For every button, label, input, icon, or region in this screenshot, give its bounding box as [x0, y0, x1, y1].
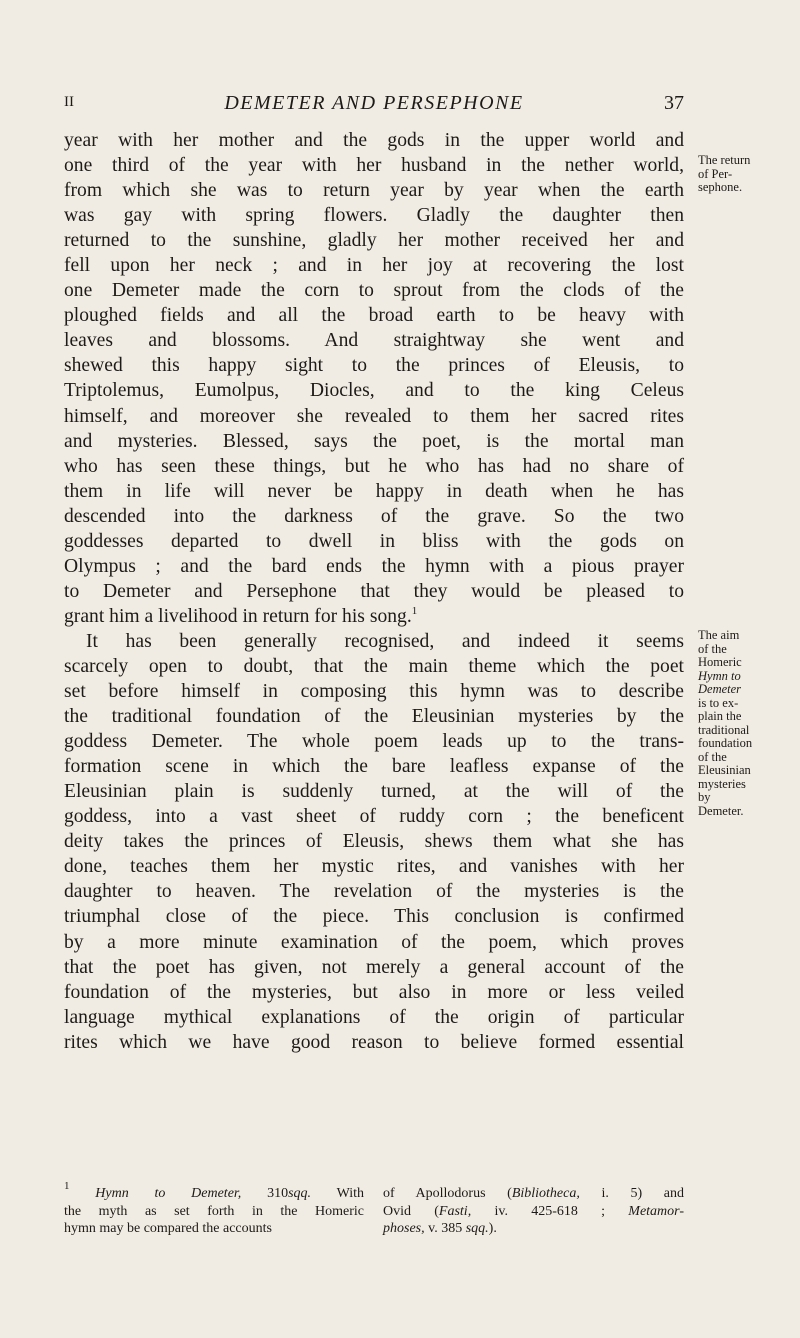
footnote-line: hymn may be compared the accounts	[64, 1221, 272, 1236]
text-line	[64, 604, 684, 629]
sidenote-line: The aim	[698, 628, 740, 642]
running-header	[64, 92, 684, 122]
text-line	[64, 704, 684, 729]
text-line	[64, 654, 684, 679]
footnote-text: i. 5) and	[601, 1186, 684, 1201]
footnote-text: v. 385	[428, 1221, 463, 1236]
text-line-content: them in life will never be happy in death when he has	[64, 480, 684, 502]
text-line	[64, 128, 684, 153]
text-line-content: formation scene in which the bare leafless expanse of the	[64, 756, 684, 778]
text-line	[64, 328, 684, 353]
text-line	[64, 404, 684, 429]
text-line	[64, 554, 684, 579]
text-line	[64, 178, 684, 203]
footnote-column-left	[64, 1180, 365, 1238]
sidenote-line: Homeric	[698, 655, 742, 669]
text-line-content: ploughed fields and all the broad earth to be heavy with	[64, 305, 684, 327]
sidenote-return-of-persephone	[698, 154, 798, 195]
sidenote-line: Demeter	[698, 682, 742, 696]
sidenote-aim-of-hymn	[698, 629, 798, 818]
text-line-content: foundation of the mysteries, but also in more or less veiled	[64, 981, 684, 1003]
sidenote-line: Hymn to	[698, 668, 741, 683]
text-line	[64, 754, 684, 779]
footnote-sqq: sqq.	[288, 1186, 312, 1201]
text-line-content: It has been generally recognised, and indeed it seems	[86, 630, 684, 652]
chapter-number: II	[64, 94, 74, 110]
footnote-ref: 310	[267, 1186, 289, 1201]
sidenote-line: of Per-	[698, 166, 733, 181]
text-line-content: goddess, into a vast sheet of ruddy corn ; the beneficent	[64, 806, 684, 828]
text-line-content: from which she was to return year by year when the earth	[64, 180, 684, 202]
main-text	[64, 128, 684, 1055]
text-line-content: scarcely open to doubt, that the main theme which the poet	[64, 655, 684, 677]
text-line	[64, 454, 684, 479]
text-line	[64, 378, 684, 403]
text-line	[64, 429, 684, 454]
text-line-content: triumphal close of the piece. This conclusion is confirmed	[64, 906, 684, 928]
sidenote-line: sephone.	[698, 180, 743, 194]
footnote-title: Hymn to Demeter,	[95, 1186, 242, 1201]
text-line-content: deity takes the princes of Eleusis, shews them what she has	[64, 831, 684, 853]
text-line-content: goddesses departed to dwell in bliss with the gods on	[64, 530, 684, 552]
footnote-reference: 1	[411, 604, 418, 617]
text-line	[64, 353, 684, 378]
text-line-content: one third of the year with her husband in the nether world,	[64, 155, 684, 177]
sidenote-line: mysteries	[698, 776, 746, 791]
text-line-content: rites which we have good reason to believe formed essential	[64, 1031, 684, 1053]
sidenote-line: traditional	[698, 722, 750, 737]
text-line	[64, 278, 684, 303]
text-line	[64, 804, 684, 829]
text-line-content: year with her mother and the gods in the upper world and	[64, 130, 684, 151]
text-line-content: that the poet has given, not merely a general account of the	[64, 956, 684, 978]
footnote-marker: 1	[64, 1180, 70, 1192]
sidenote-line: The return	[698, 153, 751, 167]
footnote-text: ).	[488, 1221, 497, 1236]
text-line-content: returned to the sunshine, gladly her mother received her and	[64, 230, 684, 252]
text-line	[64, 303, 684, 328]
text-line-content: fell upon her neck ; and in her joy at recovering the lost	[64, 255, 684, 277]
text-line-content: shewed this happy sight to the princes of Eleusis, to	[64, 355, 684, 377]
text-line	[64, 879, 684, 904]
footnote-text: iv. 425-618 ;	[494, 1203, 606, 1219]
text-line-content: descended into the darkness of the grave. So the two	[64, 505, 684, 527]
footnote-sqq: sqq.	[465, 1221, 489, 1236]
page-number: 37	[664, 92, 684, 114]
text-line	[64, 529, 684, 554]
text-line	[64, 253, 684, 278]
text-line	[64, 729, 684, 754]
running-title: DEMETER AND PERSEPHONE	[224, 92, 524, 114]
text-line-content: Olympus ; and the bard ends the hymn with a pious prayer	[64, 555, 684, 577]
text-line-content: set before himself in composing this hymn was to describe	[64, 681, 684, 703]
text-line-content: Triptolemus, Eumolpus, Diocles, and to the king Celeus	[64, 380, 684, 402]
text-line	[64, 930, 684, 955]
sidenote-line: of the	[698, 641, 727, 656]
text-line-content: goddess Demeter. The whole poem leads up to the trans-	[64, 731, 684, 753]
text-line	[64, 854, 684, 879]
text-line-content: language mythical explanations of the origin of particular	[64, 1006, 684, 1028]
text-line	[64, 1030, 684, 1055]
text-line	[64, 579, 684, 604]
text-line	[64, 955, 684, 980]
text-line-content: was gay with spring flowers. Gladly the daughter then	[64, 205, 684, 227]
footnote-title: Metamor-	[628, 1203, 684, 1219]
sidenote-line: foundation	[698, 736, 753, 750]
sidenote-line: of the	[698, 749, 727, 764]
sidenote-line: is to ex-	[698, 695, 739, 710]
text-line	[64, 228, 684, 253]
footnote-title: Fasti,	[438, 1203, 472, 1219]
text-line-content: daughter to heaven. The revelation of the mysteries is the	[64, 881, 684, 903]
sidenote-line: Demeter.	[698, 803, 744, 818]
text-line	[64, 153, 684, 178]
text-line	[64, 1005, 684, 1030]
footnote-title: Bibliotheca,	[511, 1186, 580, 1201]
text-line-content: the traditional foundation of the Eleusinian mysteries by the	[64, 706, 684, 728]
footnote-column-right	[383, 1185, 684, 1238]
text-line-content: done, teaches them her mystic rites, and vanishes with her	[64, 856, 684, 878]
text-line-content: himself, and moreover she revealed to them her sacred rites	[64, 405, 684, 427]
footnote-text: of Apollodorus (	[383, 1186, 512, 1201]
text-line	[64, 479, 684, 504]
text-line-content: grant him a livelihood in return for his song.	[64, 605, 412, 627]
text-line	[64, 679, 684, 704]
text-line-content: who has seen these things, but he who has had no share of	[64, 455, 684, 477]
text-line-content: to Demeter and Persephone that they would be pleased to	[64, 580, 684, 602]
footnote-line: the myth as set forth in the Homeric	[64, 1203, 364, 1219]
text-line	[64, 203, 684, 228]
text-line	[64, 629, 684, 654]
sidenote-line: by	[698, 790, 711, 804]
footnote-text: With	[336, 1186, 365, 1201]
text-line	[64, 779, 684, 804]
text-line-content: and mysteries. Blessed, says the poet, is the mortal man	[64, 430, 684, 452]
text-line-content: one Demeter made the corn to sprout from the clods of the	[64, 280, 684, 302]
text-line-content: leaves and blossoms. And straightway she went and	[64, 330, 684, 352]
footnote-text: Ovid (	[383, 1203, 439, 1219]
text-line	[64, 829, 684, 854]
text-line	[64, 504, 684, 529]
text-line-content: by a more minute examination of the poem, which proves	[64, 931, 684, 953]
sidenote-line: plain the	[698, 709, 742, 723]
text-line	[64, 904, 684, 929]
text-line	[64, 980, 684, 1005]
footnote-title: phoses,	[383, 1221, 425, 1236]
text-line-content: Eleusinian plain is suddenly turned, at the will of the	[64, 781, 684, 803]
sidenote-line: Eleusinian	[698, 763, 751, 777]
